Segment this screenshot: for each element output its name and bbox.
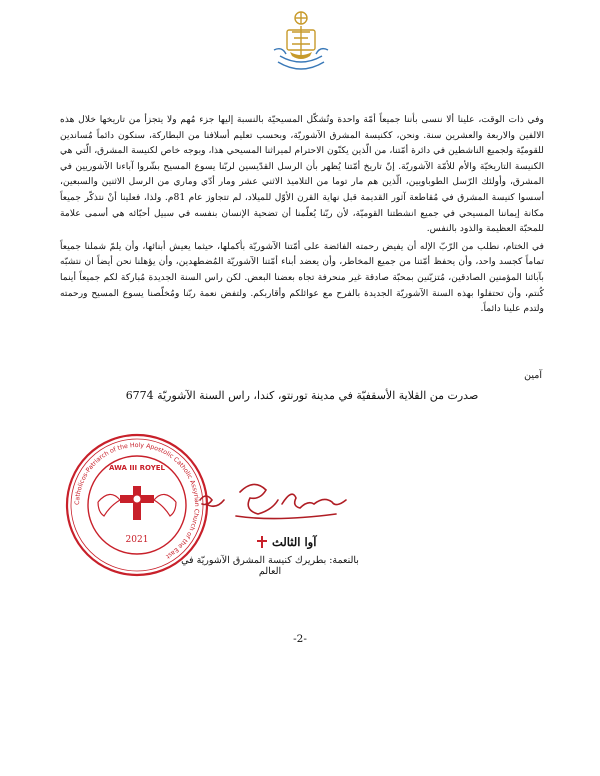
- seal-year: 2021: [125, 535, 149, 545]
- letter-body: [60, 112, 544, 317]
- signatory-name: آوا الثالث: [272, 535, 317, 549]
- amen-line: آمين: [524, 370, 542, 381]
- handwritten-signature: [196, 470, 356, 528]
- body-paragraph-1: وفي ذات الوقت، علينا ألا ننسى بأننا جميعاً أمّة واحدة وتُشكّل المسيحيّة بالنسبة إليها جزء مُهم ولا يتجزأ من تاريخها خلال هذه الالفين والاربعة والعشرين سنة. ونحن، ككنيسة المشرق الآشوريّة، وبحسب تعليم أسلافنا من البطاركة، سنكون دائماً مُساندين للقوميّة ولجميع الناشطين في دائرة أمّتنا، من الّذين يكنّون الاحترام لميراثنا المسيحي هذا، وبوجه خاص لكنيسة المشرق، الّتي هي الكنيسة التاريخيّة والأم للأمّة الآشوريّة. إنّ تاريخ أمّتنا يُظهر بأن الرسل القدّيسين لربّنا يسوع المسيح بشّروا آباءنا الآشوريين في المشرق، وأولئك الرّسل الطوباويين، الّذين هم مار توما من التلاميذ الاثني عشر ومار أدّي وماري من الرسل الاثنين والسبعين، أسسوا كنيسة المشرق في مُقاطعة آثور القديمة قبل نهاية القرن الأوّل للميلاد، لم تتجاوز عام 81م. ولذا، فعلينا أنْ نتذكّر جميعاً مكانة إيماننا المسيحي في جميع انشطتنا القوميّة، لأن ربّنا يُعلّمنا أن تضحية الإنسان بنفسه في سبيل أحبّائه هي أسمى علامة للمحبّة العظيمة والذود بالنفس.: [60, 114, 544, 235]
- issued-line: صدرت من القلاية الأسقفيّة في مدينة تورنتو، كندا، راس السنة الآشوريّة 6774: [125, 389, 479, 402]
- church-emblem-icon: [270, 6, 332, 80]
- seal-ring-text: Catholicos-Patriarch of the Holy Apostolic Catholic Assyrian Church of the East: [73, 441, 201, 560]
- cross-icon: [256, 536, 268, 548]
- seal-cross-icon: [120, 486, 154, 520]
- seal-top-text: AWA III ROYEL: [108, 464, 166, 472]
- page-number: -2-: [293, 633, 307, 645]
- signatory-name-row: [256, 535, 316, 549]
- signatory-title: بالنعمة: بطريرك كنيسة المشرق الآشوريّة في العالم: [181, 555, 359, 577]
- body-paragraph-2: في الختام، نطلب من الرّبّ الإله أن يفيض رحمته الفائضة على أمّتنا الآشوريّة بأكملها، حيثما يعيش أبنائها، وأن يلمّ شملنا جميعاً تماماً كجسد واحد، وأن يحفظ أمّتنا من جميع المخاطر، وأن يعضد أبناء أمّتنا الآشوريّة المُضطهدين، وأن يؤهلنا نحن أيضاً ان نتشبّه بآبائنا المؤمنين الصادقين، مُتزيّنين بمحبّة صادقة غير منحرفة تجاه بعضنا البعض. لكن راس السنة الجديدة مُباركة لكم جميعاً أينما كُنتم، وأن تحتفلوا بهذه السنة الآشوريّة الجديدة بالفرح مع عوائلكم وأقاربكم. ولتفض نعمة ربّنا ومُخلّصنا يسوع المسيح ورحمته ولتدم علينا دائماً.: [60, 240, 544, 315]
